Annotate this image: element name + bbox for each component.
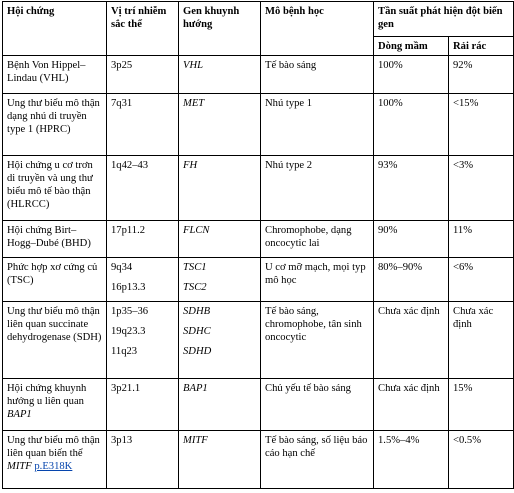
gene: TSC1 <box>183 262 207 273</box>
syndrome-text: Hội chứng khuynh hướng u liên quan <box>7 383 87 407</box>
header-sporadic: Rải rác <box>449 37 514 56</box>
germline-cell: 100% <box>374 94 449 156</box>
germline-cell: Chưa xác định <box>374 379 449 431</box>
syndrome-cell: Bệnh Von Hippel–Lindau (VHL) <box>3 56 107 94</box>
germline-cell: 100% <box>374 56 449 94</box>
locus: 3p21.1 <box>111 383 141 394</box>
locus: 17p11.2 <box>111 225 146 236</box>
header-germline: Dòng mầm <box>374 37 449 56</box>
gene: SDHB <box>183 306 211 317</box>
germline-cell: 90% <box>374 221 449 258</box>
header-locus: Vị trí nhiễm sắc thể <box>107 2 179 56</box>
locus: 19q23.3 <box>111 326 146 337</box>
locus: 3p25 <box>111 60 133 71</box>
locus: 11q23 <box>111 346 138 357</box>
gene-cell <box>179 379 261 431</box>
locus-cell <box>107 258 179 302</box>
header-pathology: Mô bệnh học <box>261 2 374 56</box>
pathology-cell: Tế bào sáng, số liệu báo cáo hạn chế <box>261 431 374 489</box>
syndrome-cell: Hội chứng u cơ trơn di truyền và ung thư biểu mô tế bào thận (HLRCC) <box>3 156 107 221</box>
gene-cell <box>179 221 261 258</box>
variant-link[interactable]: p.E318K <box>34 461 73 472</box>
gene: BAP1 <box>183 383 208 394</box>
gene: TSC2 <box>183 282 207 293</box>
germline-cell: 93% <box>374 156 449 221</box>
table-row <box>3 221 514 258</box>
header-gene: Gen khuynh hướng <box>179 2 261 56</box>
sporadic-cell: <0.5% <box>449 431 514 489</box>
table-row <box>3 258 514 302</box>
locus: 7q31 <box>111 98 133 109</box>
table-row <box>3 56 514 94</box>
syndrome-cell: Ung thư biểu mô thận dạng nhú di truyền type 1 (HPRC) <box>3 94 107 156</box>
locus-cell <box>107 94 179 156</box>
gene: SDHD <box>183 346 212 357</box>
germline-cell: 1.5%–4% <box>374 431 449 489</box>
pathology-cell: Tế bào sáng <box>261 56 374 94</box>
sporadic-cell: 11% <box>449 221 514 258</box>
syndrome-gene: MITF <box>7 461 32 472</box>
table-row <box>3 431 514 489</box>
locus-cell <box>107 156 179 221</box>
sporadic-cell: <6% <box>449 258 514 302</box>
pathology-cell: U cơ mỡ mạch, mọi typ mô học <box>261 258 374 302</box>
locus: 16p13.3 <box>111 282 146 293</box>
pathology-cell: Nhú type 1 <box>261 94 374 156</box>
header-syndrome: Hội chứng <box>3 2 107 56</box>
syndrome-gene: BAP1 <box>7 409 32 420</box>
table-row <box>3 94 514 156</box>
gene-cell <box>179 302 261 379</box>
gene: VHL <box>183 60 204 71</box>
locus-cell <box>107 302 179 379</box>
gene-cell <box>179 258 261 302</box>
table-row <box>3 302 514 379</box>
syndrome-text: Ung thư biểu mô thận liên quan biến thể <box>7 435 100 459</box>
gene-cell <box>179 156 261 221</box>
pathology-cell: Chủ yếu tế bào sáng <box>261 379 374 431</box>
syndrome-cell: Phức hợp xơ cứng củ (TSC) <box>3 258 107 302</box>
syndrome-cell: Hội chứng Birt–Hogg–Dubé (BHD) <box>3 221 107 258</box>
locus-cell <box>107 431 179 489</box>
pathology-cell: Chromophobe, dạng oncocytic lai <box>261 221 374 258</box>
syndrome-table <box>2 1 514 489</box>
gene: SDHC <box>183 326 211 337</box>
sporadic-cell: Chưa xác định <box>449 302 514 379</box>
germline-cell: 80%–90% <box>374 258 449 302</box>
syndrome-cell <box>3 379 107 431</box>
locus-cell <box>107 56 179 94</box>
locus-cell <box>107 379 179 431</box>
germline-cell: Chưa xác định <box>374 302 449 379</box>
locus-cell <box>107 221 179 258</box>
gene: MET <box>183 98 205 109</box>
gene-cell <box>179 431 261 489</box>
locus: 1p35–36 <box>111 306 149 317</box>
pathology-cell: Nhú type 2 <box>261 156 374 221</box>
header-frequency: Tần suất phát hiện đột biến gen <box>374 2 514 37</box>
syndrome-cell <box>3 431 107 489</box>
sporadic-cell: 92% <box>449 56 514 94</box>
syndrome-cell: Ung thư biểu mô thận liên quan succinate dehydrogenase (SDH) <box>3 302 107 379</box>
sporadic-cell: <3% <box>449 156 514 221</box>
locus: 1q42–43 <box>111 160 149 171</box>
gene: FLCN <box>183 225 210 236</box>
locus: 9q34 <box>111 262 133 273</box>
sporadic-cell: 15% <box>449 379 514 431</box>
gene: MITF <box>183 435 208 446</box>
table-row <box>3 156 514 221</box>
gene: FH <box>183 160 198 171</box>
pathology-cell: Tế bào sáng, chromophobe, tân sinh oncocytic <box>261 302 374 379</box>
sporadic-cell: <15% <box>449 94 514 156</box>
gene-cell <box>179 94 261 156</box>
table-row <box>3 379 514 431</box>
locus: 3p13 <box>111 435 133 446</box>
gene-cell <box>179 56 261 94</box>
